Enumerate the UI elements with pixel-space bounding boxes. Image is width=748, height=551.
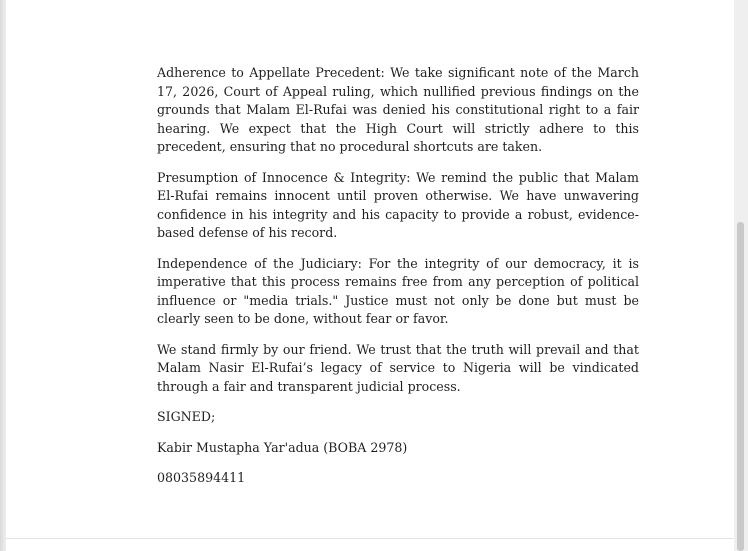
signatory-name: Kabir Mustapha Yar'adua (BOBA 2978) <box>157 439 408 455</box>
paragraph-presumption-of-innocence: Presumption of Innocence & Integrity: We remind the public that Malam El-Rufai remains innocent until proven otherwise. We have unwavering confidence in his integrity and his capacity to provide a robust, evidence-based defense of his record. <box>157 169 639 240</box>
document-body <box>157 64 639 500</box>
scrollbar-thumb[interactable] <box>737 222 744 551</box>
page-bottom-divider <box>6 538 734 539</box>
paragraph-judicial-independence: Independence of the Judiciary: For the integrity of our democracy, it is imperative that this process remains free from any perception of political influence or "media trials." Justice must not only be done but must be clearly seen to be done, without fear or favor. <box>157 255 639 326</box>
signed-label: SIGNED; <box>157 409 216 424</box>
paragraph-closing-statement: We stand firmly by our friend. We trust that the truth will prevail and that Malam Nasir El-Rufai’s legacy of service to Nigeria will be vindicated through a fair and transparent judicial process. <box>157 341 639 394</box>
signatory-phone: 08035894411 <box>157 470 246 485</box>
paragraph-appellate-precedent: Adherence to Appellate Precedent: We take significant note of the March 17, 2026, Court of Appeal ruling, which nullified previous findings on the grounds that Malam El-Rufai was denied his constitutional right to a fair hearing. We expect that the High Court will strictly adhere to this precedent, ensuring that no procedural shortcuts are taken. <box>157 65 639 154</box>
